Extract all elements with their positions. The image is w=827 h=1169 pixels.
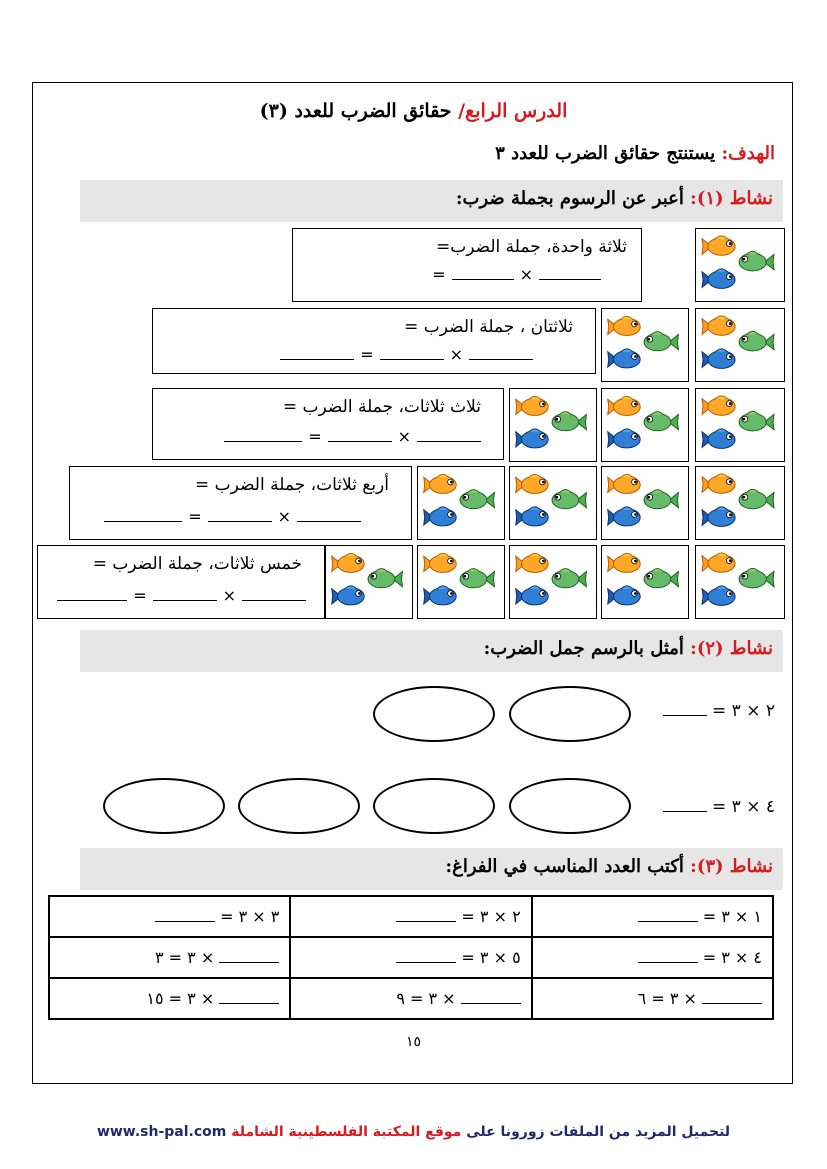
blank[interactable] [219, 948, 279, 963]
blank[interactable] [452, 265, 514, 280]
exercise-table [48, 895, 774, 1020]
fish-box [695, 388, 785, 462]
activity2-instruction: أمثل بالرسم جمل الضرب: [483, 638, 691, 659]
drawing-circle[interactable] [509, 686, 631, 742]
answer-box-row1 [292, 228, 642, 302]
activity2-label: نشاط (٢): [690, 638, 773, 659]
table-row [49, 896, 773, 937]
fish-icon [602, 389, 688, 461]
row4-prompt: أربع ثلاثات، جملة الضرب = [195, 475, 389, 495]
fish-box [417, 466, 505, 540]
lesson-title-text: حقائق الضرب للعدد (٣) [259, 100, 459, 122]
blank[interactable] [396, 907, 456, 922]
table-cell: × ٣ = ٣ [49, 937, 290, 978]
answer-box-row5 [37, 545, 325, 619]
blank[interactable] [461, 989, 521, 1004]
table-row [49, 937, 773, 978]
footer-site-name: موقع المكتبة الفلسطينية الشاملة [231, 1124, 462, 1140]
answer-box-row2 [152, 308, 596, 374]
answer-box-row3 [152, 388, 504, 460]
blank[interactable] [297, 507, 361, 522]
fish-icon [696, 546, 784, 618]
fish-box [509, 466, 597, 540]
table-cell: ٣ × ٣ = [49, 896, 290, 937]
blank[interactable] [155, 907, 215, 922]
fish-icon [602, 309, 688, 381]
blank[interactable] [208, 507, 272, 522]
row1-blanks: ×= [426, 265, 601, 284]
blank[interactable] [638, 948, 698, 963]
row4-blanks: ×= [104, 507, 361, 526]
fish-icon [602, 467, 688, 539]
row5-prompt: خمس ثلاثات، جملة الضرب = [92, 554, 302, 574]
blank[interactable] [242, 586, 306, 601]
table-cell: ١ × ٣ = [532, 896, 773, 937]
lesson-title [0, 100, 827, 122]
fish-icon [326, 546, 412, 618]
row3-prompt: ثلاث ثلاثات، جملة الضرب = [282, 397, 481, 417]
fish-box [509, 545, 597, 619]
drawing-circle[interactable] [509, 778, 631, 834]
activity1-instruction: أعبر عن الرسوم بجملة ضرب: [455, 188, 691, 209]
drawing-circle[interactable] [103, 778, 225, 834]
fish-icon [602, 546, 688, 618]
row2-prompt: ثلاثتان ، جملة الضرب = [404, 317, 573, 337]
answer-box-row4 [69, 466, 412, 540]
activity3-label: نشاط (٣): [690, 856, 773, 877]
row1-prompt: ثلاثة واحدة، جملة الضرب= [435, 237, 627, 257]
activity2-header [80, 630, 783, 672]
fish-box [601, 466, 689, 540]
fish-icon [696, 389, 784, 461]
fish-box [417, 545, 505, 619]
blank[interactable] [702, 989, 762, 1004]
row3-blanks: ×= [224, 427, 481, 446]
goal-text: يستنتج حقائق الضرب للعدد ٣ [495, 143, 722, 164]
table-cell: ٥ × ٣ = [290, 937, 531, 978]
activity2-equation-1: ٢ × ٣ = [663, 701, 775, 721]
blank[interactable] [219, 989, 279, 1004]
blank[interactable] [104, 507, 182, 522]
row5-blanks: ×= [57, 586, 306, 605]
blank[interactable] [663, 701, 707, 716]
blank[interactable] [224, 427, 302, 442]
table-cell: ٤ × ٣ = [532, 937, 773, 978]
blank[interactable] [396, 948, 456, 963]
row2-blanks: ×= [280, 345, 533, 364]
table-cell: × ٣ = ٦ [532, 978, 773, 1019]
blank[interactable] [663, 797, 707, 812]
blank[interactable] [280, 345, 354, 360]
blank[interactable] [57, 586, 127, 601]
footer [0, 1124, 827, 1140]
fish-box [695, 545, 785, 619]
fish-icon [510, 546, 596, 618]
table-cell: × ٣ = ٩ [290, 978, 531, 1019]
blank[interactable] [417, 427, 481, 442]
fish-box [695, 308, 785, 382]
fish-icon [510, 467, 596, 539]
fish-icon [696, 309, 784, 381]
blank[interactable] [380, 345, 444, 360]
page-number: ١٥ [405, 1034, 422, 1050]
drawing-circle[interactable] [238, 778, 360, 834]
fish-icon [696, 467, 784, 539]
footer-url-link[interactable]: www.sh-pal.com [96, 1124, 227, 1140]
drawing-circle[interactable] [373, 686, 495, 742]
fish-box [695, 228, 785, 302]
fish-box [325, 545, 413, 619]
table-row [49, 978, 773, 1019]
fish-box [601, 388, 689, 462]
activity3-instruction: أكتب العدد المناسب في الفراغ: [445, 856, 691, 877]
fish-icon [418, 546, 504, 618]
fish-icon [510, 389, 596, 461]
blank[interactable] [153, 586, 217, 601]
activity2-equation-2: ٤ × ٣ = [663, 797, 775, 817]
blank[interactable] [328, 427, 392, 442]
table-cell: × ٣ = ١٥ [49, 978, 290, 1019]
lesson-label: الدرس الرابع/ [458, 100, 568, 122]
fish-icon [696, 229, 784, 301]
blank[interactable] [539, 265, 601, 280]
blank[interactable] [638, 907, 698, 922]
fish-icon [418, 467, 504, 539]
fish-box [695, 466, 785, 540]
footer-text: لتحميل المزيد من الملفات زورونا على [461, 1124, 731, 1140]
activity1-label: نشاط (١): [690, 188, 773, 209]
activity3-header [80, 848, 783, 890]
lesson-goal [495, 143, 775, 164]
activity1-header [80, 180, 783, 222]
drawing-circle[interactable] [373, 778, 495, 834]
fish-box [509, 388, 597, 462]
blank[interactable] [469, 345, 533, 360]
fish-box [601, 308, 689, 382]
table-cell: ٢ × ٣ = [290, 896, 531, 937]
goal-label: الهدف: [721, 143, 775, 164]
fish-box [601, 545, 689, 619]
